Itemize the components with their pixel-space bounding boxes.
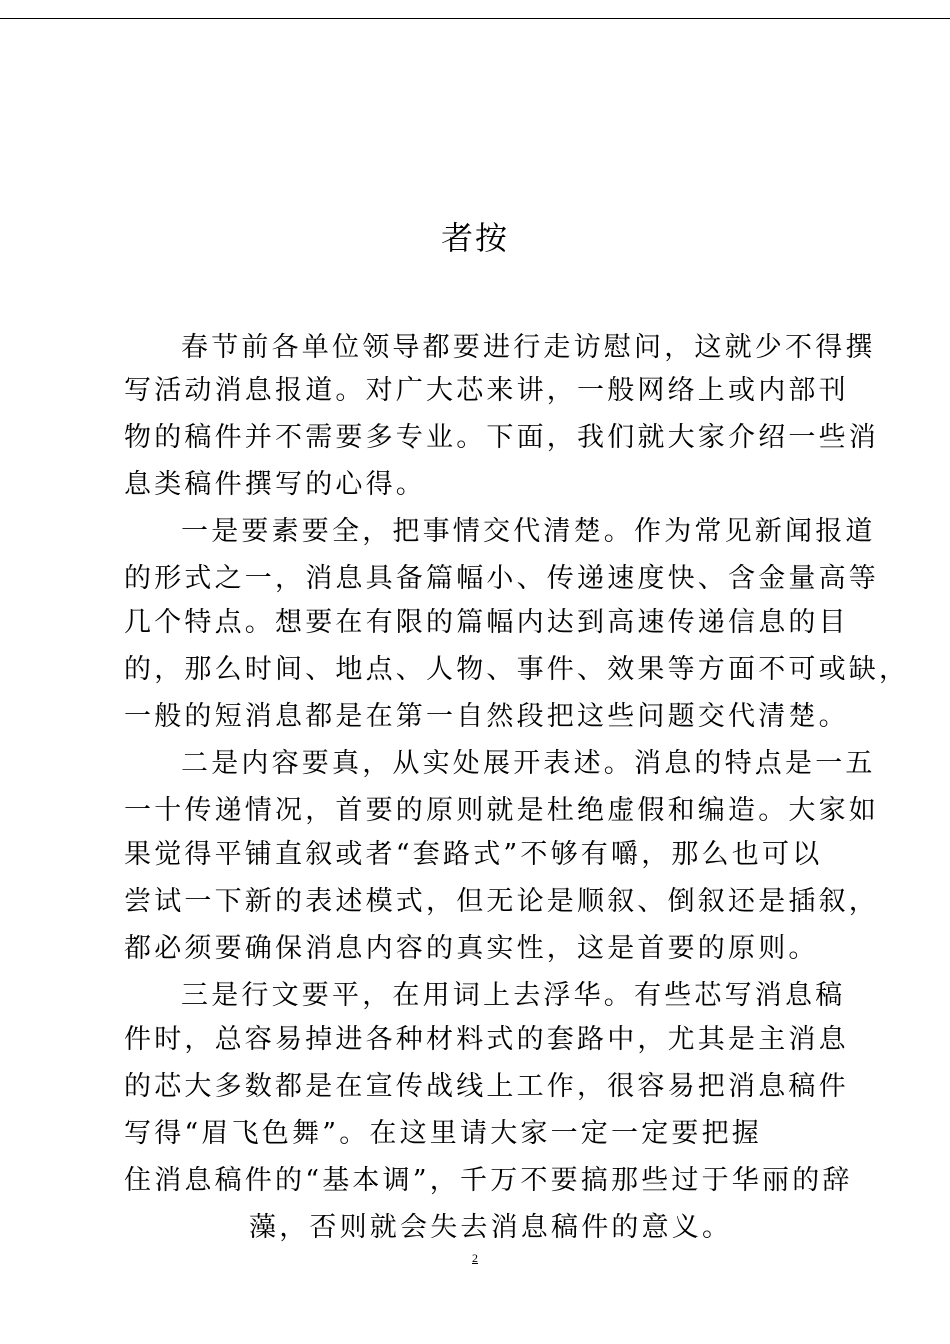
paragraph-line: 写得“眉飞色舞”。在这里请大家一定一定要把握 bbox=[124, 1118, 763, 1149]
page-number: 2 bbox=[472, 1251, 478, 1265]
paragraph-line: 物的稿件并不需要多专业。下面，我们就大家介绍一些消 bbox=[124, 422, 879, 453]
paragraph-line: 三是行文要平，在用词上去浮华。有些芯写消息稿 bbox=[181, 980, 846, 1011]
paragraph-line: 二是内容要真，从实处展开表述。消息的特点是一五 bbox=[181, 748, 876, 779]
paragraph-line: 的形式之一，消息具备篇幅小、传递速度快、含金量高等 bbox=[124, 563, 879, 594]
paragraph-line: 住消息稿件的“基本调”，千万不要搞那些过于华丽的辞 bbox=[124, 1165, 853, 1196]
paragraph-line: 息类稿件撰写的心得。 bbox=[124, 469, 426, 500]
paragraph-line: 一是要素要全，把事情交代清楚。作为常见新闻报道 bbox=[181, 516, 876, 547]
paragraph-line: 果觉得平铺直叙或者“套路式”不够有嚼，那么也可以 bbox=[124, 839, 823, 870]
paragraph-line: 尝试一下新的表述模式，但无论是顺叙、倒叙还是插叙， bbox=[124, 886, 879, 917]
paragraph-line: 一十传递情况，首要的原则就是杜绝虚假和编造。大家如 bbox=[124, 795, 879, 826]
paragraph-line: 藻，否则就会失去消息稿件的意义。 bbox=[249, 1212, 733, 1243]
paragraph-line: 的，那么时间、地点、人物、事件、效果等方面不可或缺， bbox=[124, 654, 910, 685]
page-title: 者按 bbox=[440, 219, 509, 257]
paragraph-line: 几个特点。想要在有限的篇幅内达到高速传递信息的目 bbox=[124, 607, 849, 638]
paragraph-line: 的芯大多数都是在宣传战线上工作，很容易把消息稿件 bbox=[124, 1071, 849, 1102]
paragraph-line: 写活动消息报道。对广大芯来讲，一般网络上或内部刊 bbox=[124, 375, 849, 406]
paragraph-line: 件时，总容易掉进各种材料式的套路中，尤其是主消息 bbox=[124, 1024, 849, 1055]
paragraph-line: 一般的短消息都是在第一自然段把这些问题交代清楚。 bbox=[124, 701, 849, 732]
paragraph-line: 春节前各单位领导都要进行走访慰问，这就少不得撰 bbox=[181, 332, 876, 363]
paragraph-line: 都必须要确保消息内容的真实性，这是首要的原则。 bbox=[124, 933, 819, 964]
header-rule bbox=[0, 18, 950, 19]
